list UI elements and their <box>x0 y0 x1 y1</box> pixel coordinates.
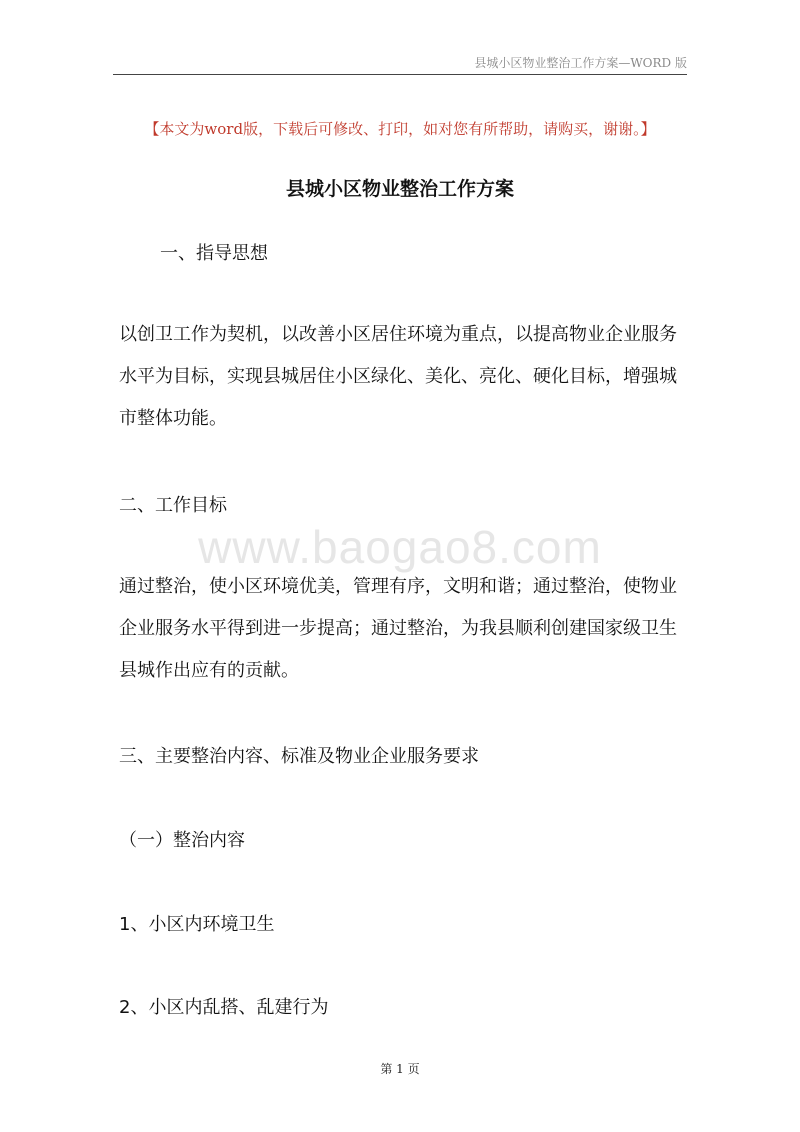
document-title: 县城小区物业整治工作方案 <box>285 178 514 200</box>
section-body-work-goals: 通过整治，使小区环境优美，管理有序，文明和谐；通过整治，使物业企业服务水平得到进一步提高；通过整治，为我县顺利创建国家级卫生县城作出应有的贡献。 <box>119 576 677 681</box>
section-heading-guiding-thought: 一、指导思想 <box>160 243 268 264</box>
running-header: 县城小区物业整治工作方案—WORD 版 <box>474 56 687 70</box>
list-item: 2、小区内乱搭、乱建行为 <box>119 997 329 1018</box>
purchase-notice: 【本文为word版，下载后可修改、打印，如对您有所帮助，请购买，谢谢。】 <box>144 120 656 138</box>
watermark-text: www.baogao8.com <box>198 521 602 573</box>
section-heading-main-content: 三、主要整治内容、标准及物业企业服务要求 <box>119 746 479 767</box>
header-divider <box>113 74 687 75</box>
section-body-guiding-thought: 以创卫工作为契机，以改善小区居住环境为重点，以提高物业企业服务水平为目标，实现县城居住小区绿化、美化、亮化、硬化目标，增强城市整体功能。 <box>119 324 677 429</box>
list-item: 1、小区内环境卫生 <box>119 914 275 935</box>
page-number: 第 1 页 <box>380 1062 420 1076</box>
section-heading-work-goals: 二、工作目标 <box>119 495 227 516</box>
subsection-heading-content: （一）整治内容 <box>119 830 245 851</box>
